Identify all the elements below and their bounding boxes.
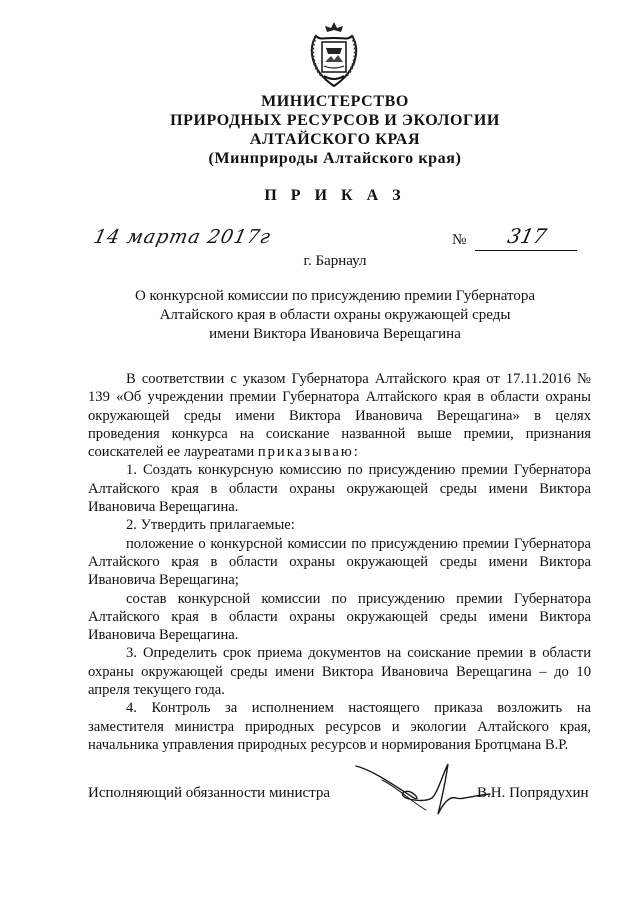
body-item-2b: состав конкурсной комиссии по присуждению премии Губернатора Алтайского края в области охраны окружающей среды имени Виктора Ивановича Верещагина. <box>88 590 591 644</box>
subject-line-2: Алтайского края в области охраны окружающей среды <box>159 307 511 323</box>
order-number-handwritten: 317 <box>505 224 549 248</box>
signatory-name: В.Н. Попрядухин <box>477 785 589 801</box>
city-label: г. Барнаул <box>303 253 367 269</box>
order-subject <box>100 287 570 344</box>
body-item-2a: положение о конкурсной комиссии по присуждению премии Губернатора Алтайского края в области охраны окружающей среды имени Виктора Ивановича Верещагина; <box>88 535 591 589</box>
order-title: П Р И К А З <box>264 187 406 204</box>
order-date-handwritten: 14 марта 2017г <box>91 226 274 248</box>
handwritten-signature-icon <box>352 758 492 820</box>
body-item-2: 2. Утвердить прилагаемые: <box>126 517 295 534</box>
order-word: приказываю: <box>257 444 360 461</box>
body-intro-paragraph <box>88 370 591 461</box>
order-body <box>88 370 591 754</box>
coat-of-arms-emblem-icon <box>304 18 364 90</box>
ministry-header <box>120 92 550 168</box>
subject-line-1: О конкурсной комиссии по присуждению премии Губернатора <box>134 288 536 304</box>
ministry-line-1: МИНИСТЕРСТВО <box>261 93 409 110</box>
signatory-position: Исполняющий обязанности министра <box>88 785 331 801</box>
subject-line-3: имени Виктора Ивановича Верещагина <box>209 326 461 342</box>
body-item-3: 3. Определить срок приема документов на соискание премии в области охраны окружающей среды имени Виктора Ивановича Верещагина – до 10 апреля текущего года. <box>88 645 591 699</box>
ministry-line-2: ПРИРОДНЫХ РЕСУРСОВ И ЭКОЛОГИИ <box>170 112 500 129</box>
body-item-1: 1. Создать конкурсную комиссию по присуждению премии Губернатора Алтайского края в области охраны окружающей среды имени Виктора Ивановича Верещагина. <box>88 462 591 516</box>
body-intro-text: В соответствии с указом Губернатора Алтайского края от 17.11.2016 № 139 «Об учреждении премии Губернатора Алтайского края в области охраны окружающей среды имени Виктора Ивановича Верещагина» в целях проведения конкурса на соискание названной выше премии, признания соискателей ее лауреатами <box>88 371 591 461</box>
ministry-line-4: (Минприроды Алтайского края) <box>208 150 462 167</box>
order-number-line <box>475 250 577 251</box>
body-item-4: 4. Контроль за исполнением настоящего приказа возложить на заместителя министра природных ресурсов и экологии Алтайского края, начальника управления природных ресурсов и нормирования Бротцмана В.Р. <box>88 700 591 753</box>
ministry-line-3: АЛТАЙСКОГО КРАЯ <box>249 131 421 148</box>
order-number-label: № <box>452 232 467 248</box>
